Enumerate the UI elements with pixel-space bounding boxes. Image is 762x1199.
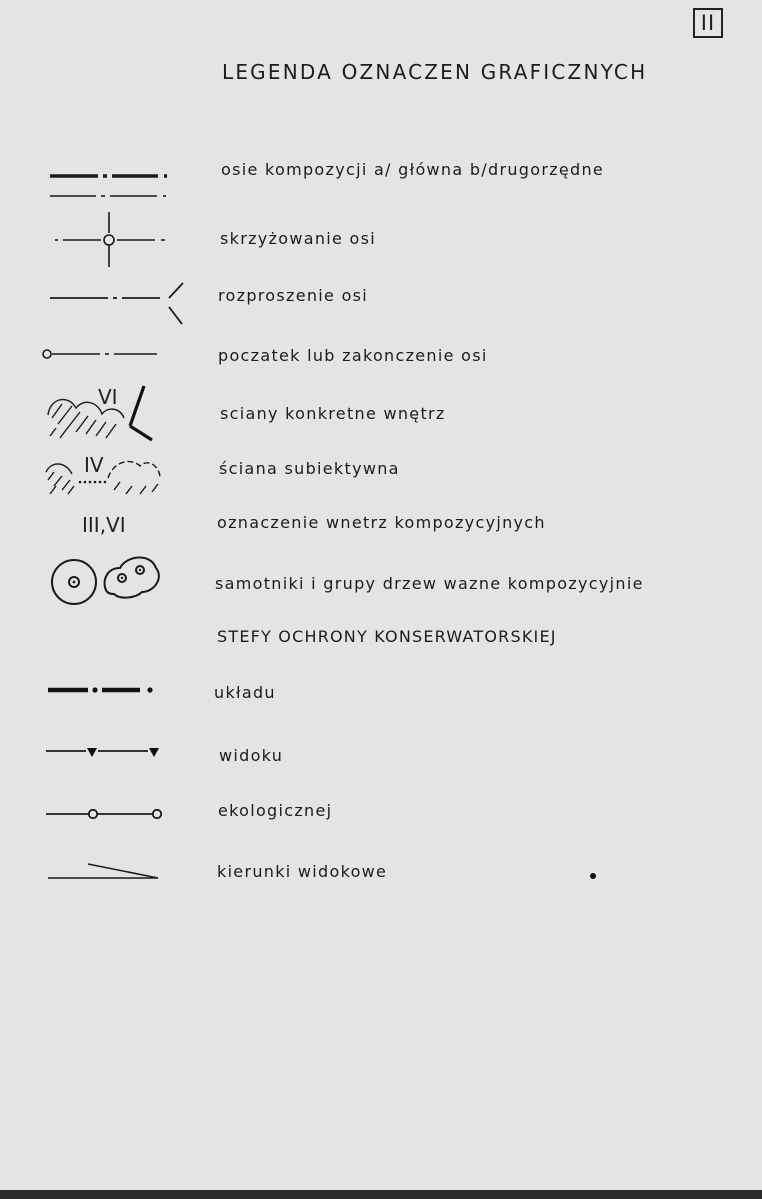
legend-label-concrete-walls: sciany konkretne wnętrz (220, 404, 446, 423)
tree-symbol (50, 546, 165, 606)
section-label-layout: układu (214, 683, 276, 702)
axis-crossing-symbol (55, 212, 170, 272)
concrete-walls-mark: VI (98, 385, 118, 409)
view-direction-symbol (48, 862, 163, 882)
legend-label-crossing: skrzyżowanie osi (220, 229, 377, 248)
legend-label-trees: samotniki i grupy drzew wazne kompozycyjnie (215, 574, 644, 593)
axis-lines-symbol (50, 170, 170, 204)
axis-dispersion-symbol (50, 280, 185, 328)
page-title: LEGENDA OZNACZEN GRAFICZNYCH (222, 60, 648, 84)
subjective-wall-mark: IV (84, 453, 104, 477)
ink-dot (590, 873, 596, 879)
layout-protection-line (48, 684, 168, 696)
interior-numbering-mark: III,VI (82, 513, 126, 537)
legend-label-interior-numbering: oznaczenie wnetrz kompozycyjnych (217, 513, 546, 532)
subjective-wall-symbol (44, 450, 166, 500)
legend-label-axes: osie kompozycji a/ główna b/drugorzędne (221, 160, 605, 179)
page-number: II (693, 8, 723, 38)
axis-start-end-symbol (42, 348, 162, 360)
section-label-ecological: ekologicznej (218, 801, 333, 820)
view-protection-line (46, 746, 166, 760)
legend-label-start-end: poczatek lub zakonczenie osi (218, 346, 488, 365)
section-label-view: widoku (219, 746, 284, 765)
section-title: STEFY OCHRONY KONSERWATORSKIEJ (217, 627, 557, 646)
ecological-protection-line (46, 807, 176, 821)
legend-label-subjective-wall-text: ściana subiektywna (219, 459, 400, 478)
interior-numbering-symbol (82, 510, 142, 538)
concrete-walls-symbol (46, 380, 161, 442)
page-bottom-edge (0, 1190, 762, 1199)
legend-label-dispersion: rozproszenie osi (218, 286, 369, 305)
section-label-view-directions: kierunki widokowe (217, 862, 388, 881)
